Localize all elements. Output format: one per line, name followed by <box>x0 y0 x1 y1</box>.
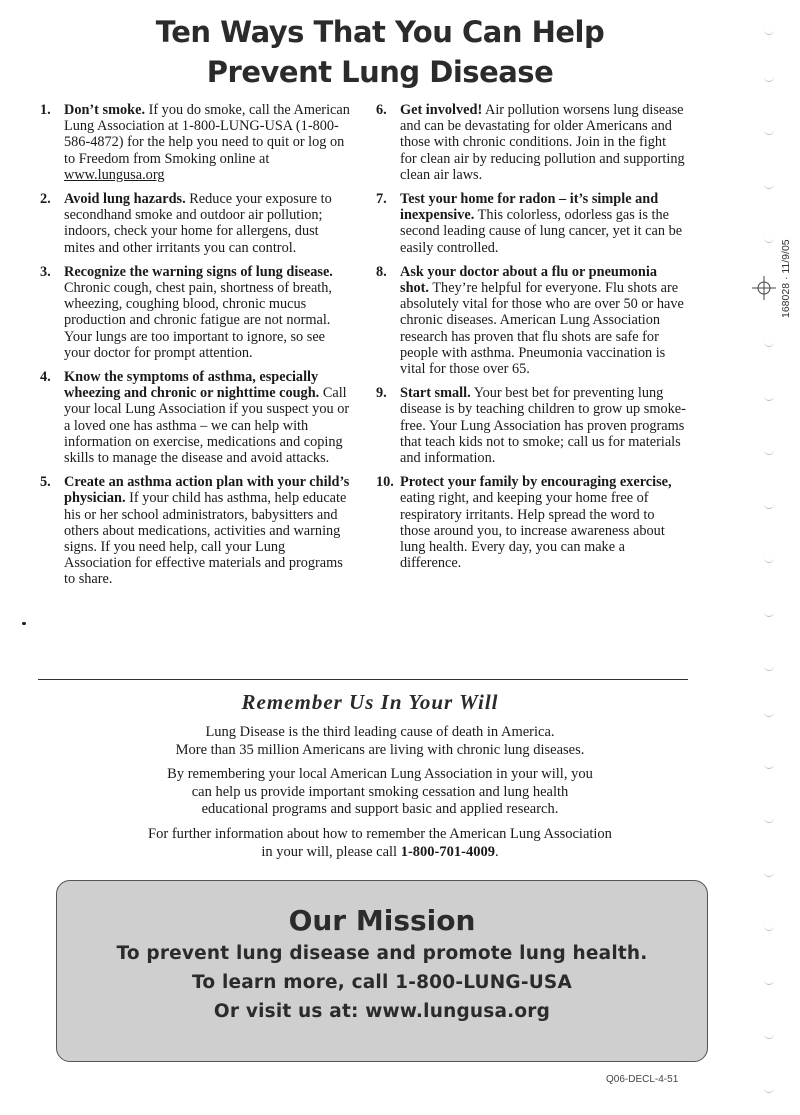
will-text-line <box>60 844 700 862</box>
binder-hole-icon <box>764 128 774 135</box>
website-link[interactable]: www.lungusa.org <box>64 166 165 183</box>
tip-text: Call your local Lung Association if you suspect you or a loved one has asthma – we can help with information on exercise, medications and coping skills to manage the disease and avoid attacks. <box>64 385 350 467</box>
tip-number: 2. <box>40 191 51 208</box>
tip-number: 6. <box>376 102 387 118</box>
binder-holes <box>764 0 784 1115</box>
tip-lead: Protect your family by encouraging exercise, <box>400 474 672 491</box>
tip-item <box>376 264 686 377</box>
binder-hole-icon <box>764 664 774 671</box>
will-phone-number: 1-800-701-4009 <box>400 843 495 860</box>
tip-text: Your best bet for preventing lung disease is by teaching children to grow up smoke-free. Your Lung Association has proven programs that teach kids not to smoke; call us for materials and information. <box>400 385 686 467</box>
tip-item <box>40 191 350 256</box>
tip-text: They’re helpful for everyone. Flu shots are absolutely vital for those who are over 50 or have chronic diseases. American Lung Association research has proven that flu shots are safe for people with asthma. Pneumonia vaccination is vital for those over 65. <box>400 280 684 378</box>
binder-hole-icon <box>764 924 774 931</box>
form-code: Q06-DECL-4-51 <box>606 1074 679 1085</box>
binder-hole-icon <box>764 75 774 82</box>
title-line-1: Ten Ways That You Can Help <box>155 15 605 49</box>
tip-text: If your child has asthma, help educate his or her school administrators, babysitters and others about medications, activities and warning signs. If you need help, call your Lung Association for effective materials and programs to share. <box>64 490 347 588</box>
section-divider <box>38 679 688 680</box>
will-paragraph-3 <box>60 826 700 861</box>
will-paragraph-2 <box>60 766 700 819</box>
tip-number: 4. <box>40 369 51 386</box>
mission-box <box>56 880 708 1062</box>
will-text: . <box>494 843 499 860</box>
will-text-line: More than 35 million Americans are living with chronic lung diseases. <box>175 741 585 758</box>
will-text-line: can help us provide important smoking cessation and lung health <box>191 783 569 800</box>
binder-hole-icon <box>764 448 774 455</box>
tip-number: 10. <box>376 474 394 491</box>
tip-item <box>376 102 686 183</box>
tips-column-right <box>376 102 686 579</box>
tip-item <box>40 474 350 587</box>
binder-hole-icon <box>764 978 774 985</box>
binder-hole-icon <box>764 1032 774 1039</box>
tip-number: 5. <box>40 474 51 491</box>
tip-item <box>376 385 686 466</box>
binder-hole-icon <box>764 340 774 347</box>
page-title <box>0 12 760 92</box>
binder-hole-icon <box>764 556 774 563</box>
tip-text: Reduce your exposure to secondhand smoke and outdoor air pollution; indoors, check your home for allergens, dust mites and other irritants you can control. <box>64 191 332 256</box>
tip-lead: Ask your doctor about a flu or pneumonia shot. <box>400 263 657 297</box>
will-text-line: For further information about how to remember the American Lung Association <box>148 826 612 842</box>
binder-hole-icon <box>764 1086 774 1093</box>
binder-hole-icon <box>764 816 774 823</box>
binder-hole-icon <box>764 182 774 189</box>
will-text-line: educational programs and support basic and applied research. <box>201 801 559 817</box>
binder-hole-icon <box>764 870 774 877</box>
will-paragraph-1 <box>60 724 700 759</box>
mission-phone-line: To learn more, call 1-800-LUNG-USA <box>192 972 572 993</box>
tip-item <box>376 474 686 571</box>
title-line-2: Prevent Lung Disease <box>206 55 554 89</box>
tip-item <box>40 264 350 361</box>
binder-hole-icon <box>764 710 774 717</box>
tip-lead: Test your home for radon – it’s simple and inexpensive. <box>400 191 659 224</box>
tip-item <box>40 369 350 466</box>
tip-number: 9. <box>376 385 387 402</box>
will-text-line: By remembering your local American Lung Association in your will, you <box>167 766 593 782</box>
tip-text: If you do smoke, call the American Lung Association at 1-800-LUNG-USA (1-800-586-4872) for the help you need to quit or log on to Freedom from Smoking online at <box>64 102 350 167</box>
tip-number: 1. <box>40 102 51 118</box>
tip-number: 7. <box>376 191 387 208</box>
tip-text: Chronic cough, chest pain, shortness of breath, wheezing, coughing blood, chronic mucus production and chronic fatigue are not normal. Your lungs are too important to ignore, so see your doctor for prompt attention. <box>64 280 333 361</box>
tip-text: eating right, and keeping your home free of respiratory irritants. Help spread the word to those around you, to increase awareness about lung health. Every day, you can make a difference. <box>400 490 665 572</box>
tip-item <box>40 102 350 183</box>
tip-text: This colorless, odorless gas is the second leading cause of lung cancer, yet it can be easily controlled. <box>400 207 683 256</box>
binder-hole-icon <box>764 610 774 617</box>
tip-lead: Get involved! <box>400 102 483 118</box>
will-text-line: Lung Disease is the third leading cause of death in America. <box>205 724 555 740</box>
tips-column-left <box>40 102 350 596</box>
will-text: in your will, please call <box>261 843 401 860</box>
binder-hole-icon <box>764 28 774 35</box>
mission-title: Our Mission <box>288 904 476 937</box>
will-section-title: Remember Us In Your Will <box>241 690 499 714</box>
binder-hole-icon <box>764 762 774 769</box>
tip-lead: Start small. <box>400 385 471 402</box>
mission-statement: To prevent lung disease and promote lung health. <box>116 943 648 964</box>
stray-mark <box>22 622 26 625</box>
tip-text: Air pollution worsens lung disease and can be devastating for older Americans and those with chronic conditions. Join in the fight for clean air by reducing pollution and supporting clean air laws. <box>400 102 685 183</box>
tip-lead: Create an asthma action plan with your child’s physician. <box>64 474 350 507</box>
tip-item <box>376 191 686 256</box>
binder-hole-icon <box>764 502 774 509</box>
tip-lead: Don’t smoke. <box>64 102 146 118</box>
side-print-code: 168028 · 11/9/05 <box>780 239 792 318</box>
tip-number: 3. <box>40 263 51 280</box>
tip-lead: Avoid lung hazards. <box>64 191 186 208</box>
tip-number: 8. <box>376 263 387 280</box>
mission-website-line: Or visit us at: www.lungusa.org <box>213 1001 551 1022</box>
tip-lead: Know the symptoms of asthma, especially wheezing and chronic or nighttime cough. <box>64 369 320 402</box>
binder-hole-icon <box>764 394 774 401</box>
tip-lead: Recognize the warning signs of lung disease. <box>64 263 333 280</box>
binder-hole-icon <box>764 236 774 243</box>
